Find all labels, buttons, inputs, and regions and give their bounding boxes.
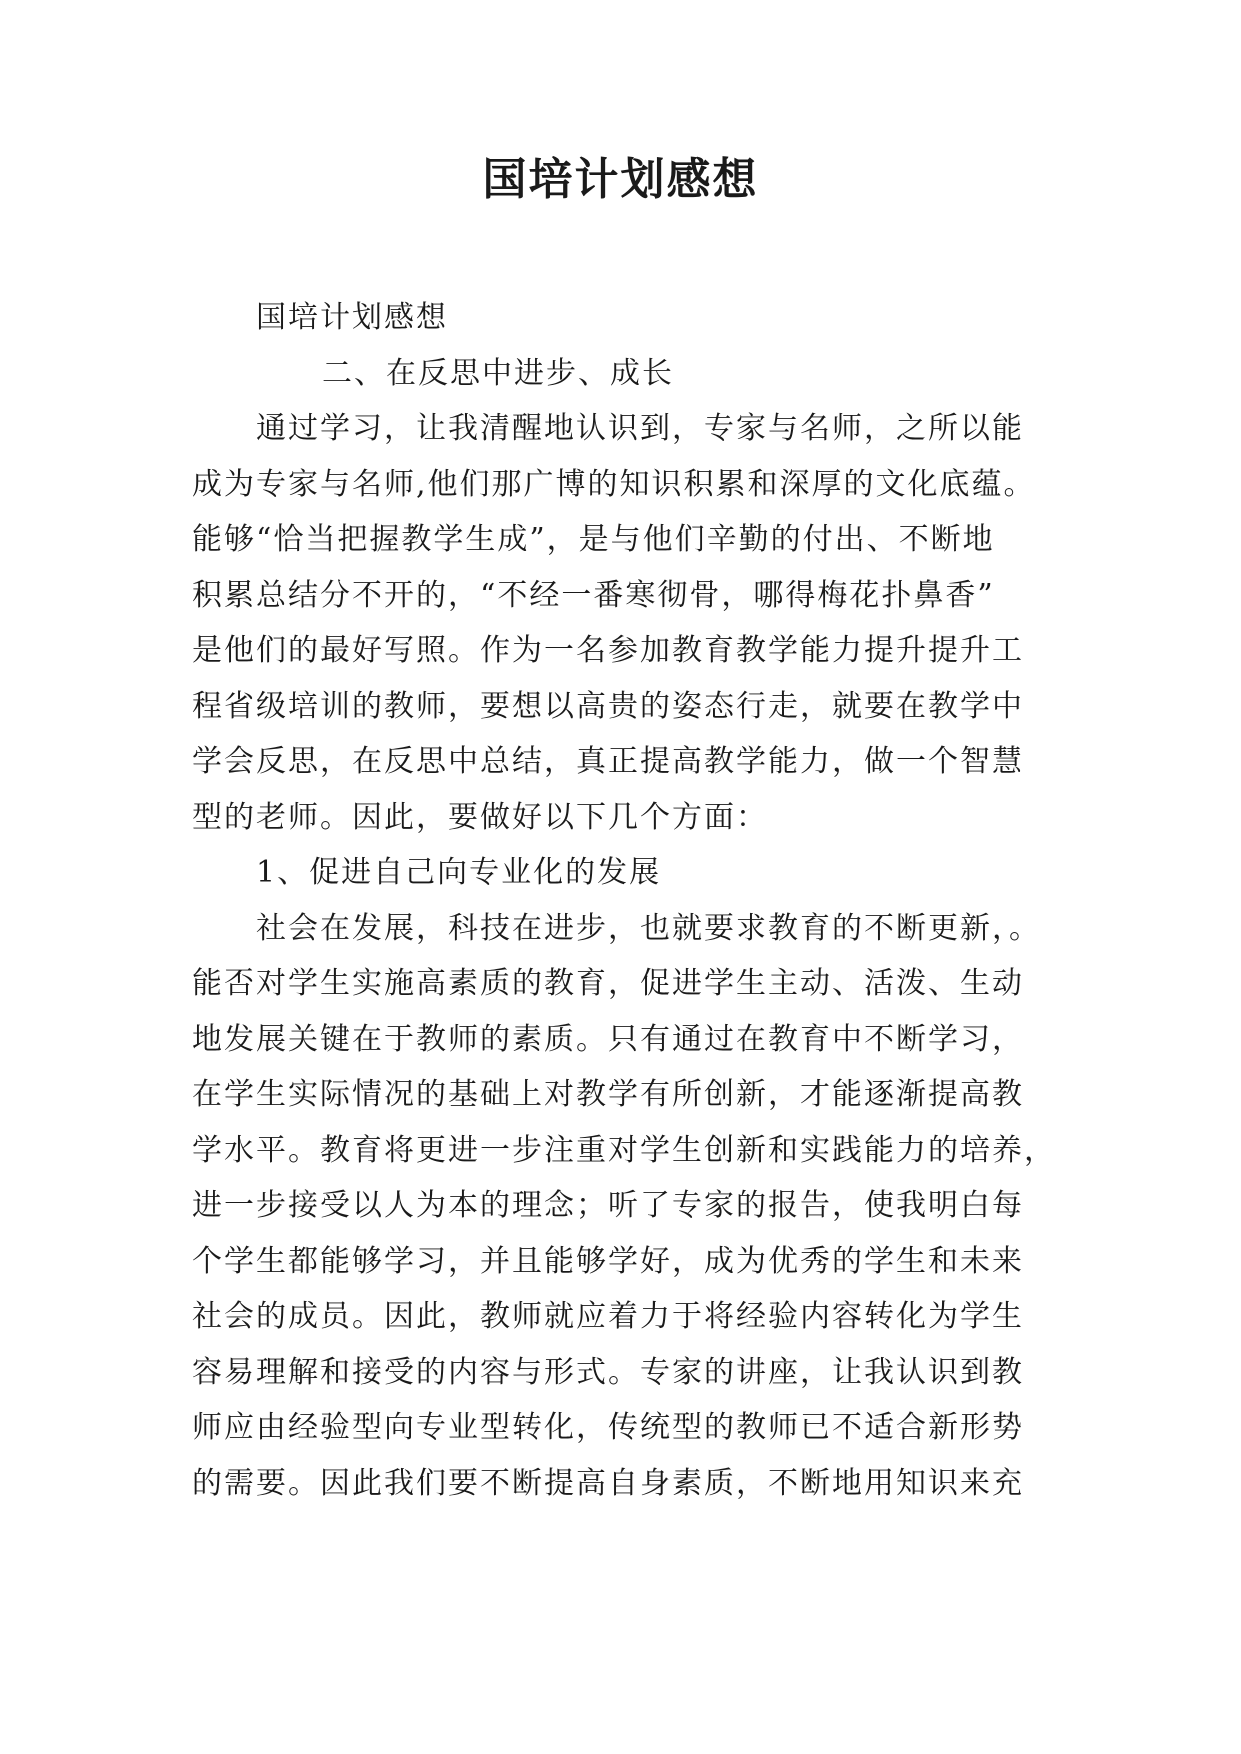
paragraph-line: 程省级培训的教师，要想以高贵的姿态行走，就要在教学中 [192, 688, 1024, 724]
paragraph-line: 地发展关键在于教师的素质。只有通过在教育中不断学习， [192, 1021, 1024, 1057]
subtitle-line: 国培计划感想 [256, 300, 448, 335]
paragraph-line: 能够“恰当把握教学生成”，是与他们辛勤的付出、不断地 [192, 522, 995, 557]
paragraph-line: 学会反思，在反思中总结，真正提高教学能力，做一个智慧 [192, 744, 1024, 779]
section-heading: 二、在反思中进步、成长 [322, 355, 674, 391]
subheading-line: 1、促进自己向专业化的发展 [256, 855, 662, 890]
paragraph-line: 是他们的最好写照。作为一名参加教育教学能力提升提升工 [192, 633, 1024, 668]
paragraph-line: 成为专家与名师,他们那广博的知识积累和深厚的文化底蕴。 [192, 466, 1036, 502]
paragraph-line: 能否对学生实施高素质的教育，促进学生主动、活泼、生动 [192, 966, 1024, 1001]
paragraph-line: 通过学习，让我清醒地认识到，专家与名师，之所以能 [256, 411, 1024, 446]
document-body [192, 290, 1062, 1511]
paragraph-line: 个学生都能够学习，并且能够学好，成为优秀的学生和未来 [192, 1243, 1024, 1279]
paragraph-line: 进一步接受以人为本的理念；听了专家的报告，使我明白每 [192, 1188, 1024, 1223]
paragraph-line: 型的老师。因此，要做好以下几个方面： [192, 799, 768, 835]
paragraph-line: 师应由经验型向专业型转化，传统型的教师已不适合新形势 [192, 1410, 1024, 1445]
paragraph-line: 社会在发展，科技在进步，也就要求教育的不断更新，。 [256, 910, 1041, 946]
document-title: 国培计划感想 [482, 154, 759, 205]
paragraph-line: 的需要。因此我们要不断提高自身素质，不断地用知识来充 [192, 1465, 1024, 1501]
paragraph-line: 容易理解和接受的内容与形式。专家的讲座，让我认识到教 [192, 1354, 1024, 1390]
paragraph-line: 社会的成员。因此，教师就应着力于将经验内容转化为学生 [192, 1299, 1024, 1334]
paragraph-line: 学水平。教育将更进一步注重对学生创新和实践能力的培养， [192, 1132, 1056, 1168]
paragraph-line: 积累总结分不开的，“不经一番寒彻骨，哪得梅花扑鼻香” [192, 577, 995, 613]
paragraph-line: 在学生实际情况的基础上对教学有所创新，才能逐渐提高教 [192, 1077, 1024, 1112]
